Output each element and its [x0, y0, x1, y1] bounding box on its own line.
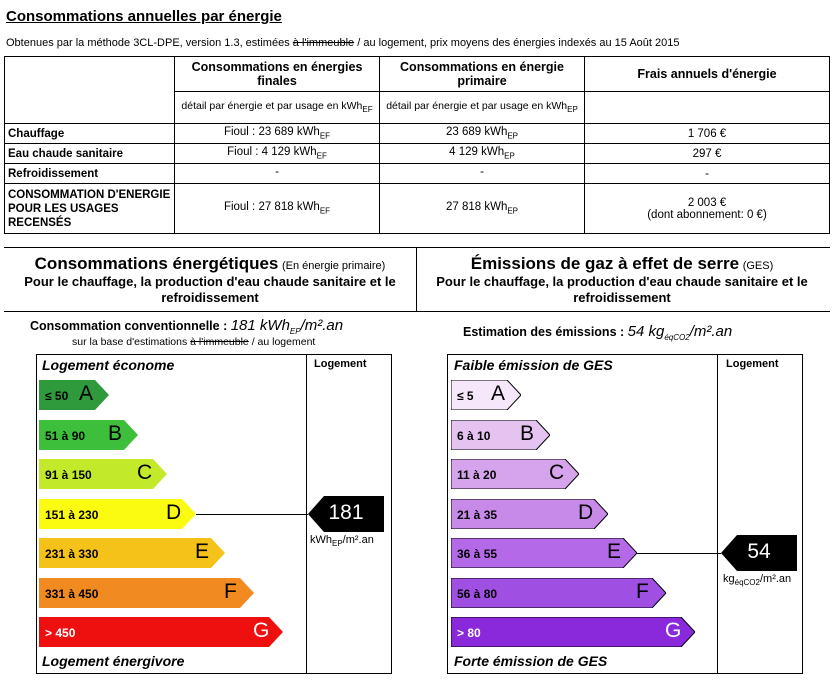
- divider: [4, 247, 830, 248]
- total-final: [175, 184, 380, 234]
- ges-rating-marker: [721, 535, 797, 571]
- class-range: ≤ 5: [457, 389, 474, 403]
- row-final-text: -: [275, 166, 279, 179]
- detail-primary-text: détail par énergie et par usage en kWh: [386, 100, 568, 113]
- row-final-sub: EF: [319, 131, 331, 141]
- class-letter: F: [636, 580, 649, 603]
- row-primary-text: -: [480, 166, 484, 179]
- energy-column-label: Logement: [314, 358, 367, 370]
- energy-class-band-a: [451, 380, 521, 410]
- class-range: 51 à 90: [45, 429, 86, 443]
- subtitle-part1: Obtenues par la méthode 3CL-DPE, version 1.3, estimées: [6, 37, 293, 49]
- marker-unit-tail: /m².an: [759, 573, 792, 585]
- class-range: 56 à 80: [457, 587, 498, 601]
- note-part2: / au logement: [248, 336, 316, 348]
- total-primary-text: 27 818 kWh: [445, 201, 508, 214]
- ges-top-label: Faible émission de GES: [454, 357, 613, 373]
- page-title: Consommations annuelles par énergie: [6, 8, 282, 25]
- energy-class-band-f: [451, 578, 666, 608]
- row-final: [175, 124, 380, 144]
- class-range: > 450: [45, 626, 76, 640]
- class-letter: B: [520, 422, 535, 445]
- row-label: Eau chaude sanitaire: [5, 144, 175, 164]
- class-letter: A: [491, 382, 506, 405]
- ges-column-divider: [717, 354, 718, 674]
- class-range: 21 à 35: [457, 508, 498, 522]
- energy-subtitle: Pour le chauffage, la production d'eau chaude sanitaire et le refroidissement: [24, 274, 396, 305]
- table-total-row: [5, 184, 830, 234]
- row-label: Refroidissement: [5, 164, 175, 184]
- energy-bottom-label: Logement énergivore: [42, 653, 185, 669]
- energy-rating-marker: [308, 496, 384, 532]
- class-letter: E: [195, 540, 210, 563]
- energy-estimate-unit: /m².an: [300, 317, 344, 334]
- class-range: ≤ 50: [45, 389, 69, 403]
- header-cost: Frais annuels d'énergie: [585, 57, 830, 92]
- class-range: 11 à 20: [457, 468, 497, 482]
- detail-primary-sub: EP: [567, 105, 578, 115]
- row-final-sub: EF: [316, 151, 327, 161]
- divider: [4, 311, 830, 312]
- energy-title: Consommations énergétiques: [34, 254, 279, 273]
- total-primary-sub: EP: [507, 206, 519, 216]
- marker-value: 54: [747, 540, 771, 563]
- class-letter: G: [253, 619, 270, 642]
- energy-estimate: [30, 317, 343, 336]
- class-range: 36 à 55: [457, 547, 498, 561]
- energy-class-band-a: [39, 380, 109, 410]
- marker-unit-sub: éqCO2: [734, 578, 760, 588]
- class-arrow-shape: [451, 617, 695, 647]
- row-cost: 1 706 €: [585, 124, 830, 144]
- table-row: [5, 164, 830, 184]
- energy-estimate-value: 181 kWh: [230, 317, 290, 334]
- ges-title: Émissions de gaz à effet de serre: [470, 254, 740, 273]
- class-range: 151 à 230: [45, 508, 99, 522]
- detail-final: [175, 92, 380, 124]
- class-letter: A: [79, 382, 94, 405]
- marker-unit-text: kWh: [310, 534, 332, 546]
- ges-subtitle: Pour le chauffage, la production d'eau chaude sanitaire et le refroidissement: [436, 274, 808, 305]
- class-range: 231 à 330: [45, 547, 99, 561]
- class-range: > 80: [457, 626, 481, 640]
- energy-panel-title: [8, 256, 412, 306]
- class-range: 331 à 450: [45, 587, 99, 601]
- class-range: 91 à 150: [45, 468, 92, 482]
- energy-class-band-c: [451, 459, 579, 489]
- marker-unit: [723, 573, 791, 587]
- row-primary: [380, 124, 585, 144]
- ges-estimate-label: Estimation des émissions :: [463, 325, 628, 339]
- subtitle-struck: à l'immeuble: [292, 37, 355, 49]
- row-primary: [380, 144, 585, 164]
- row-final-text: Fioul : 23 689 kWh: [223, 126, 320, 139]
- consumption-table: [4, 56, 830, 234]
- total-cost-note: (dont abonnement: 0 €): [647, 208, 767, 221]
- class-letter: C: [549, 461, 565, 484]
- class-letter: E: [607, 540, 622, 563]
- energy-class-band-d: [451, 499, 608, 529]
- marker-leader-line: [637, 553, 721, 554]
- class-letter: B: [108, 422, 123, 445]
- marker-unit-sub: EP: [332, 539, 343, 549]
- energy-class-band-d: [39, 499, 196, 529]
- energy-class-band-g: [39, 617, 283, 647]
- table-row: [5, 124, 830, 144]
- detail-cost: [585, 92, 830, 124]
- marker-unit: [310, 534, 374, 548]
- note-struck: à l'immeuble: [190, 336, 249, 348]
- total-cost-value: 2 003 €: [687, 196, 727, 209]
- energy-class-band-b: [451, 420, 550, 450]
- detail-final-text: détail par énergie et par usage en kWh: [181, 100, 363, 113]
- total-label: CONSOMMATION D'ENERGIE POUR LES USAGES RECENSÉS: [5, 184, 175, 234]
- marker-unit-text: kg: [723, 573, 735, 585]
- ges-title-note: (GES): [742, 260, 774, 272]
- energy-title-note: (En énergie primaire): [282, 260, 386, 272]
- class-letter: D: [578, 501, 594, 524]
- energy-top-label: Logement économe: [42, 357, 175, 373]
- row-primary-sub: EP: [504, 151, 515, 161]
- row-primary: [380, 164, 585, 184]
- detail-final-sub: EF: [362, 105, 373, 115]
- energy-class-band-e: [451, 538, 637, 568]
- total-primary: [380, 184, 585, 234]
- detail-primary: [380, 92, 585, 124]
- header-primary: Consommations en énergie primaire: [380, 57, 585, 92]
- row-final-text: Fioul : 4 129 kWh: [227, 146, 317, 159]
- note-part1: sur la base d'estimations: [72, 336, 191, 348]
- class-range: 6 à 10: [457, 429, 491, 443]
- ges-estimate: [463, 323, 732, 342]
- method-subtitle: [6, 37, 680, 49]
- class-letter: C: [137, 461, 153, 484]
- row-primary-sub: EP: [507, 131, 519, 141]
- energy-estimate-note: [72, 336, 315, 348]
- ges-estimate-unit: /m².an: [689, 323, 733, 340]
- total-final-sub: EF: [319, 206, 331, 216]
- row-label: Chauffage: [5, 124, 175, 144]
- ges-estimate-sub: éqCO2: [664, 333, 690, 342]
- marker-value: 181: [328, 501, 364, 524]
- row-primary-text: 4 129 kWh: [449, 146, 505, 159]
- energy-class-band-g: [451, 617, 695, 647]
- ges-estimate-value: 54 kg: [627, 323, 665, 340]
- class-letter: F: [224, 580, 237, 603]
- row-final: [175, 164, 380, 184]
- row-final: [175, 144, 380, 164]
- ges-bottom-label: Forte émission de GES: [454, 653, 608, 669]
- table-row: [5, 144, 830, 164]
- ges-panel-title: [420, 256, 824, 306]
- energy-class-band-f: [39, 578, 254, 608]
- header-final: Consommations en énergies finales: [175, 57, 380, 92]
- table-corner: [5, 57, 175, 124]
- class-letter: G: [665, 619, 682, 642]
- energy-estimate-label: Consommation conventionnelle :: [30, 319, 231, 333]
- row-cost: 297 €: [585, 144, 830, 164]
- marker-leader-line: [196, 514, 308, 515]
- ges-column-label: Logement: [726, 358, 779, 370]
- energy-class-band-e: [39, 538, 225, 568]
- energy-estimate-sub: EP: [289, 327, 301, 336]
- energy-class-band-b: [39, 420, 138, 450]
- total-cost: [585, 184, 830, 234]
- row-primary-text: 23 689 kWh: [445, 126, 508, 139]
- class-letter: D: [166, 501, 182, 524]
- total-final-text: Fioul : 27 818 kWh: [223, 201, 320, 214]
- class-arrow-shape: [39, 617, 283, 647]
- row-cost: -: [585, 164, 830, 184]
- subtitle-part2: / au logement, prix moyens des énergies indexés au 15 Août 2015: [354, 37, 680, 49]
- energy-class-band-c: [39, 459, 167, 489]
- marker-unit-tail: /m².an: [342, 534, 374, 546]
- divider: [416, 247, 417, 311]
